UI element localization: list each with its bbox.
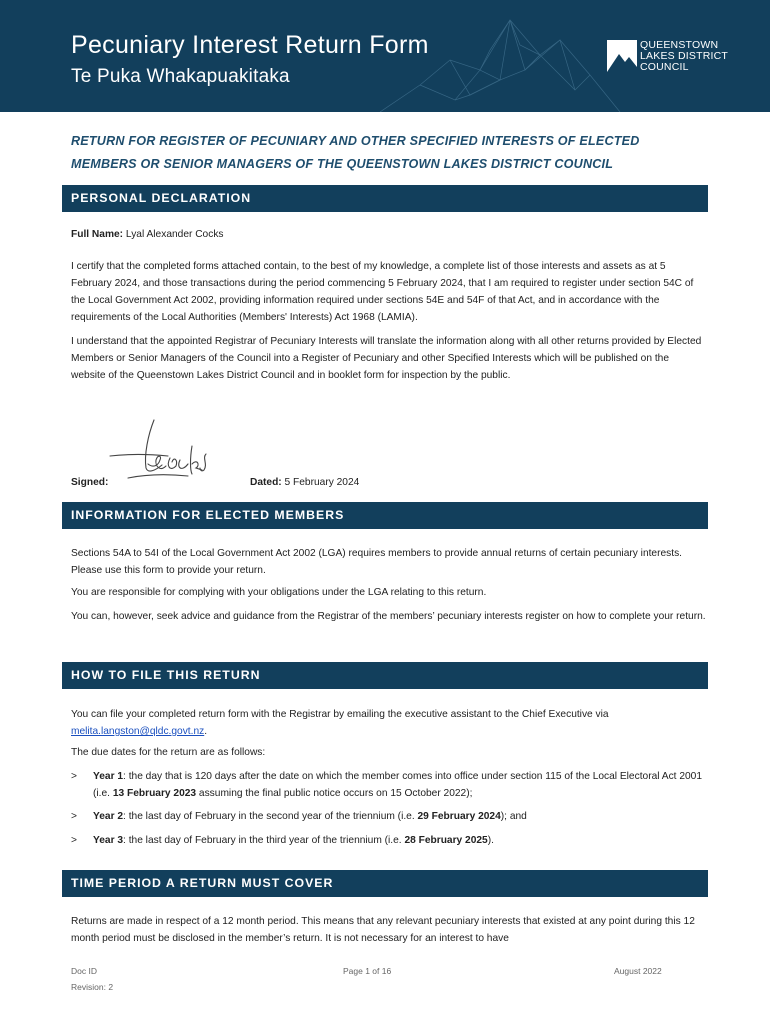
due-date-label: Year 3: [93, 835, 124, 846]
mountain-logo-icon: [607, 40, 637, 72]
section-personal-declaration: PERSONAL DECLARATION: [62, 185, 708, 212]
footer-page-number: Page 1 of 16: [343, 966, 392, 976]
page-subtitle: Te Puka Whakapuakitaka: [71, 66, 290, 87]
signed-label-text: Signed:: [71, 477, 109, 488]
section-time-period: TIME PERIOD A RETURN MUST COVER: [62, 870, 708, 897]
how-to-paragraph-1: [71, 706, 706, 740]
logo-line-2: LAKES DISTRICT: [640, 50, 728, 62]
due-date-label: Year 2: [93, 811, 124, 822]
how-to-text: You can file your completed return form with the Registrar by emailing the executive assistant to the Chief Executive via: [71, 709, 609, 720]
due-date-text-end: assuming the final public notice occurs on 15 October 2022);: [196, 788, 473, 799]
dated-label: Dated:: [250, 477, 282, 488]
chevron-right-icon: >: [71, 835, 77, 846]
due-date-text-end: ).: [487, 835, 494, 846]
due-date-value: 28 February 2025: [404, 835, 488, 846]
footer-revision: Revision: 2: [71, 982, 114, 992]
section-information-elected-members: INFORMATION FOR ELECTED MEMBERS: [62, 502, 708, 529]
logo-line-1: QUEENSTOWN: [640, 39, 719, 51]
signed-label: [71, 474, 251, 491]
elected-paragraph-3: You can, however, seek advice and guidance from the Registrar of the members’ pecuniary interests register on how to complete your return.: [71, 611, 706, 622]
document-title: [71, 130, 711, 176]
qldc-logo: [607, 40, 747, 74]
time-period-paragraph: Returns are made in respect of a 12 month period. This means that any relevant pecuniary interests that existed at any point during this 12 month period must be disclosed in the member’s return. It is not necessary for an interest to have: [71, 916, 695, 944]
how-to-paragraph-2: The due dates for the return are as follows:: [71, 747, 266, 758]
full-name-value: Lyal Alexander Cocks: [125, 229, 224, 240]
registrar-email-link[interactable]: melita.langston@qldc.govt.nz: [71, 726, 205, 737]
due-date-text: : the last day of February in the third year of the triennium (i.e.: [123, 835, 405, 846]
due-date-value: 13 February 2023: [112, 788, 197, 799]
section-how-to-file: HOW TO FILE THIS RETURN: [62, 662, 708, 689]
chevron-right-icon: >: [71, 771, 77, 782]
footer-doc-id: Doc ID: [71, 966, 97, 976]
document-title-line-1: RETURN FOR REGISTER OF PECUNIARY AND OTHER SPECIFIED INTERESTS OF ELECTED: [71, 134, 640, 148]
due-date-label: Year 1: [93, 771, 124, 782]
full-name-label: Full Name:: [71, 229, 124, 240]
full-name-row: [71, 226, 706, 243]
certification-paragraph: I certify that the completed forms attached contain, to the best of my knowledge, a complete list of those interests and assets as at 5 February 2024, and those transactions during the period commencing 5 February 2024, that I am required to register under section 54C of the Local Government Act 2002, providing information required under sections 54E and 54F of that Act, and in accordance with the requirements of the Local Authorities (Members' Interests) Act 1968 (LAMIA).: [71, 261, 694, 323]
due-date-text: : the day that is 120 days after the date on which the member comes into office under section 115 of the Local Electoral Act 2001 (i.e.: [93, 771, 702, 799]
due-date-value: 29 February 2024: [417, 811, 501, 822]
footer-date: August 2022: [614, 966, 662, 976]
page-title: Pecuniary Interest Return Form: [71, 31, 429, 59]
document-title-line-2: MEMBERS OR SENIOR MANAGERS OF THE QUEENSTOWN LAKES DISTRICT COUNCIL: [71, 157, 614, 171]
logo-line-3: COUNCIL: [640, 61, 689, 73]
elected-paragraph-1: Sections 54A to 54I of the Local Government Act 2002 (LGA) requires members to provide annual returns of certain pecuniary interests. Please use this form to provide your return.: [71, 548, 683, 576]
chevron-right-icon: >: [71, 811, 77, 822]
dated-value: 5 February 2024: [284, 477, 360, 488]
header-banner: [0, 0, 770, 112]
dated-row: [250, 474, 550, 491]
how-to-text-end: .: [204, 726, 208, 737]
registrar-paragraph: I understand that the appointed Registrar of Pecuniary Interests will translate the information along with all other returns provided by Elected Members or Senior Managers of the Council into a Register of Pecuniary and other Specified Interests which will be published on the website of the Queenstown Lakes District Council and in booklet form for inspection by the public.: [71, 336, 702, 381]
elected-paragraph-2: You are responsible for complying with your obligations under the LGA relating to this return.: [71, 587, 487, 598]
due-date-text: : the last day of February in the second year of the triennium (i.e.: [123, 811, 418, 822]
due-date-text-end: ); and: [500, 811, 527, 822]
